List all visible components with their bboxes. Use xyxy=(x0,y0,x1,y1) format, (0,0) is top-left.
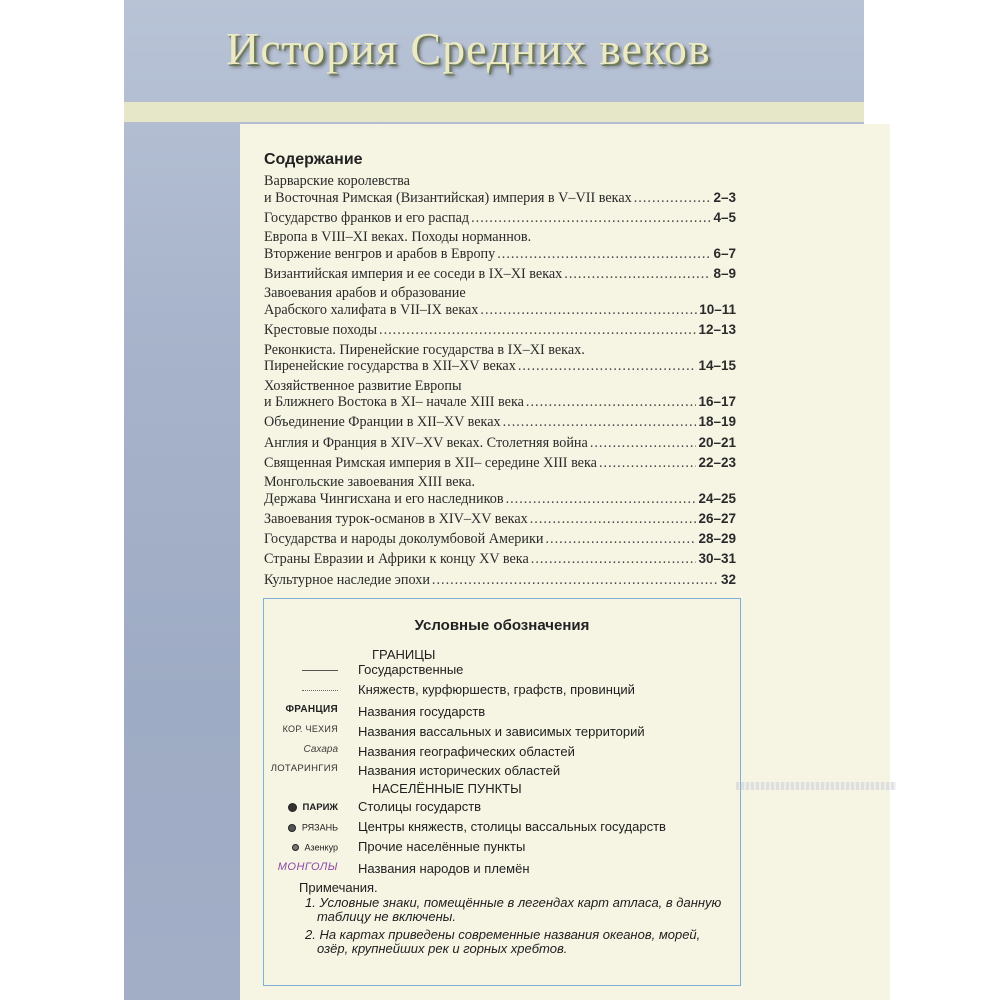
toc-entry-pages: 4–5 xyxy=(713,209,736,225)
toc-entry-title: Держава Чингисхана и его наследников xyxy=(264,490,504,507)
dot-leader xyxy=(503,415,697,431)
center-symbol: РЯЗАНЬ xyxy=(288,819,338,834)
dot-leader xyxy=(518,359,697,375)
toc-entry-title: Страны Евразии и Африки к концу XV века xyxy=(264,551,529,568)
toc-entry-pages: 8–9 xyxy=(713,266,736,282)
toc-entry xyxy=(264,455,736,472)
toc-entry xyxy=(264,435,736,452)
toc-entry-pages: 10–11 xyxy=(699,302,736,318)
legend-text: Названия народов и племён xyxy=(358,861,530,876)
page-background xyxy=(124,0,864,1000)
dot-leader xyxy=(471,211,711,227)
toc-entry-pages: 2–3 xyxy=(713,189,736,205)
dot-leader xyxy=(530,512,697,528)
legend-title: Условные обозначения xyxy=(414,617,590,634)
legend-notes xyxy=(299,881,729,957)
toc-entry-title: Государство франков и его распад xyxy=(264,209,470,226)
dot-leader xyxy=(506,492,697,508)
toc-entry-title-line: Европа в VIII–XI веках. Походы норманнов. xyxy=(264,229,532,246)
dot-leader xyxy=(545,532,696,548)
legend-text: Названия географических областей xyxy=(358,744,575,759)
capital-dot-icon xyxy=(288,803,297,812)
toc-entry-title: Византийская империя и ее соседи в IX–XI веках xyxy=(264,266,563,283)
toc-entry-pages: 30–31 xyxy=(698,551,736,567)
notes-heading: Примечания. xyxy=(299,880,378,895)
legend-text: Княжеств, курфюршеств, графств, провинций xyxy=(358,682,635,697)
legend-text: Названия исторических областей xyxy=(358,763,561,778)
toc-entry-pages: 18–19 xyxy=(698,414,736,430)
toc-entry-title: Крестовые походы xyxy=(264,322,378,339)
page-title: История Средних веков xyxy=(226,23,711,74)
toc-entry-pages: 20–21 xyxy=(698,434,736,450)
dot-leader xyxy=(432,573,719,589)
toc-entry-title: Арабского халифата в VII–IX веках xyxy=(264,302,479,319)
settlements-heading: НАСЕЛЁННЫЕ ПУНКТЫ xyxy=(372,781,522,796)
toc-heading: Содержание xyxy=(264,151,363,168)
dot-leader xyxy=(480,303,697,319)
toc-entry-title: Культурное наследие эпохи xyxy=(264,571,430,588)
toc-entry-pages: 32 xyxy=(720,571,736,587)
toc-entry-pages: 14–15 xyxy=(698,358,736,374)
dot-leader xyxy=(564,267,711,283)
hist-name-symbol: ЛОТАРИНГИЯ xyxy=(270,763,338,774)
dot-leader xyxy=(526,395,697,411)
toc-entry-title: Завоевания турок-османов в XIV–XV веках xyxy=(264,511,528,528)
note-2: 2. На картах приведены современные названия океанов, морей, озёр, крупнейших рек и горных хребтов. xyxy=(305,926,701,956)
legend-box xyxy=(263,598,741,986)
toc-entry-title: Вторжение венгров и арабов в Европу xyxy=(264,245,496,262)
legend-text: Столицы государств xyxy=(358,799,482,814)
toc-entry-pages: 28–29 xyxy=(698,531,736,547)
legend-text: Центры княжеств, столицы вассальных государств xyxy=(358,819,666,834)
dot-leader xyxy=(590,436,697,452)
toc-entry xyxy=(264,174,736,207)
note-1: 1. Условные знаки, помещённые в легендах карт атласа, в данную таблицу не включены. xyxy=(305,894,722,924)
toc-entry-title: и Восточная Римская (Византийская) империя в V–VII веках xyxy=(264,189,632,206)
header-band xyxy=(124,102,864,122)
toc-entry xyxy=(264,286,736,319)
toc-entry xyxy=(264,551,736,568)
toc-entry-title: Пиренейские государства в XII–XV веках xyxy=(264,358,516,375)
toc-entry xyxy=(264,511,736,528)
toc-entry xyxy=(264,343,736,376)
dot-leader xyxy=(634,191,712,207)
toc-entry-title: Англия и Франция в XIV–XV веках. Столетняя война xyxy=(264,434,588,451)
toc-entry-pages: 6–7 xyxy=(713,245,736,261)
toc-entry-pages: 22–23 xyxy=(698,454,736,470)
legend-text: Названия государств xyxy=(358,704,486,719)
toc-entry xyxy=(264,266,736,283)
toc-entry xyxy=(264,531,736,548)
table-of-contents xyxy=(264,174,736,592)
toc-entry-pages: 12–13 xyxy=(698,322,736,338)
state-name-symbol: ФРАНЦИЯ xyxy=(285,704,338,715)
bleed-through-mark xyxy=(736,782,896,790)
capital-symbol: ПАРИЖ xyxy=(288,799,338,814)
dot-leader xyxy=(599,456,696,472)
toc-entry xyxy=(264,210,736,227)
dot-leader xyxy=(531,552,697,568)
dot-leader xyxy=(379,323,696,339)
toc-entry-title-line: Монгольские завоевания XIII века. xyxy=(264,474,476,491)
toc-entry-title: Объединение Франции в XII–XV веках xyxy=(264,414,501,431)
content-sheet xyxy=(240,124,890,1000)
people-symbol: МОНГОЛЫ xyxy=(277,861,338,873)
dot-leader xyxy=(497,247,711,263)
legend-text: Прочие населённые пункты xyxy=(358,839,526,854)
principality-border-symbol xyxy=(302,682,338,697)
toc-entry-pages: 16–17 xyxy=(698,394,736,410)
center-dot-icon xyxy=(288,824,296,832)
toc-entry-title: Священная Римская империя в XII– середине XIII века xyxy=(264,454,597,471)
geo-name-symbol: Сахара xyxy=(303,744,338,755)
toc-entry xyxy=(264,322,736,339)
toc-entry-pages: 24–25 xyxy=(698,490,736,506)
legend-text: Государственные xyxy=(358,662,464,677)
borders-heading: ГРАНИЦЫ xyxy=(372,647,436,662)
toc-entry-title: Государства и народы доколумбовой Америки xyxy=(264,531,544,548)
settlement-symbol: Азенкур xyxy=(292,839,338,854)
toc-entry-title-line: Завоевания арабов и образование xyxy=(264,285,466,302)
toc-entry-pages: 26–27 xyxy=(698,511,736,527)
state-border-symbol xyxy=(302,662,338,677)
toc-entry-title-line: Хозяйственное развитие Европы xyxy=(264,377,462,394)
vassal-name-symbol: КОР. ЧЕХИЯ xyxy=(282,724,338,734)
toc-entry xyxy=(264,475,736,508)
toc-entry-title: и Ближнего Востока в XI– начале XIII века xyxy=(264,394,524,411)
toc-entry xyxy=(264,230,736,263)
toc-entry-title-line: Варварские королевства xyxy=(264,173,410,189)
toc-entry xyxy=(264,414,736,431)
toc-entry xyxy=(264,572,736,589)
settlement-dot-icon xyxy=(292,844,299,851)
legend-text: Названия вассальных и зависимых территорий xyxy=(358,724,645,739)
toc-entry-title-line: Реконкиста. Пиренейские государства в IX–XI веках. xyxy=(264,341,585,358)
toc-entry xyxy=(264,379,736,412)
